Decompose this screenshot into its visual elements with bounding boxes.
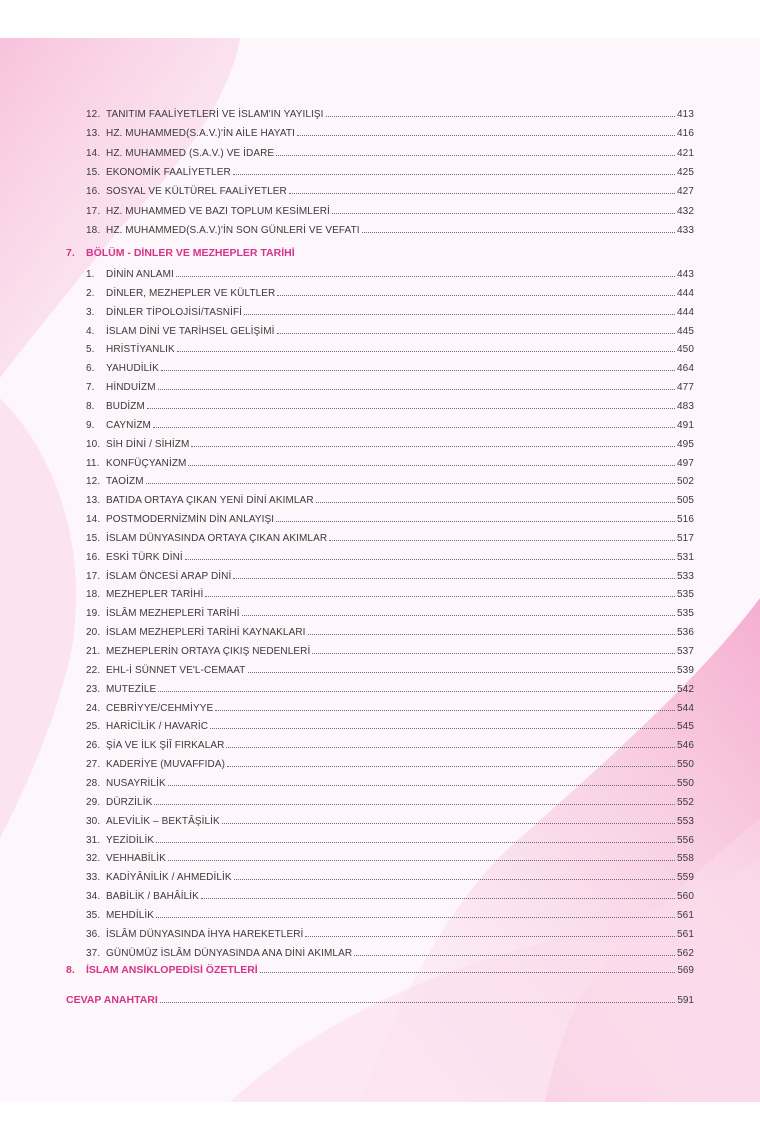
dot-leader <box>316 502 675 503</box>
entry-title: HRİSTİYANLIK <box>106 344 175 356</box>
entry-number: 8. <box>86 400 95 412</box>
section-number: 7. <box>66 247 75 259</box>
toc-entry[interactable] <box>86 714 694 732</box>
page-number: 477 <box>677 382 694 394</box>
toc-entry[interactable] <box>86 865 694 883</box>
page-number: 495 <box>677 438 694 450</box>
page-number: 537 <box>677 646 694 657</box>
dot-leader <box>260 972 676 973</box>
entry-title: HİNDUİZM <box>106 382 156 394</box>
toc-entry[interactable] <box>86 218 694 236</box>
dot-leader <box>210 728 675 729</box>
entry-title: DİNLER TİPOLOJİSİ/TASNİFİ <box>106 306 243 318</box>
entry-number: 32. <box>86 853 101 865</box>
page-number: 536 <box>677 627 694 639</box>
toc-entry[interactable] <box>86 179 694 197</box>
entry-title: İSLAM DÜNYASINDA ORTAYA ÇIKAN AKIMLAR <box>106 532 328 544</box>
toc-entry[interactable] <box>86 375 694 393</box>
entry-number: 6. <box>86 363 95 375</box>
dot-leader <box>234 879 675 880</box>
page-number: 497 <box>677 457 694 469</box>
dot-leader <box>156 917 675 918</box>
toc-entry[interactable] <box>86 696 694 714</box>
toc-entry[interactable] <box>86 141 694 159</box>
entry-number: 5. <box>86 344 95 356</box>
dot-leader <box>326 116 675 117</box>
dot-leader <box>147 408 675 409</box>
toc-entry[interactable] <box>86 526 694 544</box>
toc-entry[interactable] <box>86 922 694 940</box>
dot-leader <box>177 351 675 352</box>
toc-entry[interactable] <box>86 160 694 178</box>
dot-leader <box>233 578 675 579</box>
page-number: 542 <box>677 683 694 695</box>
dot-leader <box>176 276 675 277</box>
page-number: 421 <box>677 147 694 159</box>
entry-number: 17. <box>86 570 101 582</box>
entry-number: 1. <box>86 269 95 280</box>
entry-number: 30. <box>86 815 101 827</box>
dot-leader <box>277 333 675 334</box>
page-number: 561 <box>677 928 694 940</box>
dot-leader <box>201 898 675 899</box>
entry-number: 37. <box>86 947 101 959</box>
dot-leader <box>158 691 675 692</box>
dot-leader <box>154 804 675 805</box>
page-number: 491 <box>677 419 694 431</box>
page-number: 444 <box>677 287 694 299</box>
toc-entry[interactable] <box>86 658 694 676</box>
dot-leader <box>276 521 675 522</box>
dot-leader <box>277 295 675 296</box>
entry-title: EHL-İ SÜNNET VE'L-CEMAAT <box>106 664 246 676</box>
dot-leader <box>227 766 675 767</box>
page-number: 535 <box>677 608 694 620</box>
entry-number: 16. <box>86 551 101 563</box>
entry-title: MUTEZİLE <box>106 683 157 695</box>
page-number: 433 <box>677 224 694 236</box>
page-number: 427 <box>677 186 694 198</box>
toc-entry[interactable] <box>86 677 694 695</box>
toc-entry[interactable] <box>86 601 694 619</box>
entry-title: BABİLİK / BAHÂİLİK <box>106 891 199 903</box>
page-number: 569 <box>677 965 694 976</box>
entry-title: POSTMODERNİZMİN DİN ANLAYIŞI <box>106 514 275 526</box>
page-number: 531 <box>677 551 694 563</box>
entry-number: 7. <box>86 382 95 394</box>
dot-leader <box>289 193 675 194</box>
dot-leader <box>332 213 675 214</box>
entry-title: İSLAM ÖNCESİ ARAP DİNİ <box>106 570 232 582</box>
toc-entry[interactable] <box>86 884 694 902</box>
page-number: 550 <box>677 759 694 771</box>
dot-leader <box>205 596 675 597</box>
dot-leader <box>161 370 675 371</box>
entry-number: 23. <box>86 683 101 695</box>
dot-leader <box>226 747 675 748</box>
entry-title: GÜNÜMÜZ İSLÂM DÜNYASINDA ANA DİNİ AKIMLAR <box>106 947 353 959</box>
page-number: 559 <box>677 872 694 884</box>
dot-leader <box>244 314 675 315</box>
entry-title: İSLAM MEZHEPLERİ TARİHİ KAYNAKLARI <box>106 627 306 639</box>
entry-title: KONFÜÇYANİZM <box>106 457 187 469</box>
dot-leader <box>305 936 675 937</box>
toc-entry[interactable] <box>86 469 694 487</box>
toc-entry[interactable] <box>86 451 694 469</box>
entry-title: VEHHABİLİK <box>106 853 166 865</box>
entry-number: 16. <box>86 186 101 198</box>
page-number: 591 <box>677 995 694 1006</box>
toc-entry[interactable] <box>86 337 694 355</box>
entry-number: 33. <box>86 872 101 884</box>
entry-title: TANITIM FAALİYETLERİ VE İSLAM'IN YAYILIŞI <box>106 109 324 120</box>
entry-number: 21. <box>86 646 101 657</box>
entry-title: BATIDA ORTAYA ÇIKAN YENİ DİNİ AKIMLAR <box>106 495 314 507</box>
page-number: 502 <box>677 476 694 488</box>
entry-title: ŞİA VE İLK ŞİÎ FIRKALAR <box>106 740 225 752</box>
toc-entry[interactable] <box>86 752 694 770</box>
entry-number: 15. <box>86 532 101 544</box>
toc-entry[interactable] <box>86 771 694 789</box>
entry-number: 34. <box>86 891 101 903</box>
entry-number: 13. <box>86 128 101 140</box>
toc-page <box>0 38 760 1102</box>
entry-number: 27. <box>86 759 101 771</box>
entry-number: 13. <box>86 495 101 507</box>
entry-title: HZ. MUHAMMED(S.A.V.)'İN AİLE HAYATI <box>106 128 295 140</box>
page-number: 416 <box>677 128 694 140</box>
page-number: 562 <box>677 947 694 959</box>
page-number: 413 <box>677 109 694 120</box>
toc-entry[interactable] <box>86 733 694 751</box>
page-number: 432 <box>677 205 694 217</box>
entry-number: 17. <box>86 205 101 217</box>
page-number: 450 <box>677 344 694 356</box>
entry-title: YAHUDİLİK <box>106 363 159 375</box>
entry-title: TAOİZM <box>106 476 144 488</box>
toc-entry[interactable] <box>86 356 694 374</box>
entry-title: KADERİYE (MUVAFFIDA) <box>106 759 226 771</box>
dot-leader <box>215 710 675 711</box>
dot-leader <box>168 785 675 786</box>
entry-title: HZ. MUHAMMED VE BAZI TOPLUM KESİMLERİ <box>106 205 330 217</box>
entry-title: EKONOMİK FAALİYETLER <box>106 166 231 178</box>
entry-number: 35. <box>86 909 101 921</box>
entry-title: MEZHEPLER TARİHİ <box>106 589 204 601</box>
entry-number: 14. <box>86 514 101 526</box>
page-number: 544 <box>677 702 694 714</box>
toc-entry[interactable] <box>86 941 694 959</box>
entry-number: 9. <box>86 419 95 431</box>
dot-leader <box>153 427 675 428</box>
toc-entry[interactable] <box>86 903 694 921</box>
toc-entry[interactable] <box>86 394 694 412</box>
section-title: BÖLÜM - DİNLER VE MEZHEPLER TARİHİ <box>86 247 295 259</box>
entry-number: 20. <box>86 627 101 639</box>
entry-number: 10. <box>86 438 101 450</box>
entry-title: HZ. MUHAMMED (S.A.V.) VE İDARE <box>106 147 275 159</box>
dot-leader <box>191 446 675 447</box>
entry-number: 18. <box>86 224 101 236</box>
toc-entry[interactable] <box>86 432 694 450</box>
answer-key-heading[interactable] <box>66 988 694 1006</box>
toc-entry[interactable] <box>86 790 694 808</box>
entry-title: DÜRZİLİK <box>106 796 153 808</box>
toc-entry[interactable] <box>86 199 694 217</box>
page-number: 550 <box>677 777 694 789</box>
dot-leader <box>222 823 675 824</box>
page-number: 464 <box>677 363 694 375</box>
entry-number: 25. <box>86 721 101 733</box>
page-number: 445 <box>677 325 694 337</box>
page-number: 558 <box>677 853 694 865</box>
entry-title: HZ. MUHAMMED(S.A.V.)'İN SON GÜNLERİ VE VEFATI <box>106 224 360 236</box>
entry-number: 22. <box>86 664 101 676</box>
page-number: 546 <box>677 740 694 752</box>
section-number: 8. <box>66 964 75 976</box>
entry-title: MEHDİLİK <box>106 909 155 921</box>
toc-entry[interactable] <box>86 488 694 506</box>
toc-entry[interactable] <box>86 413 694 431</box>
dot-leader <box>233 174 675 175</box>
entry-title: CAYNİZM <box>106 419 151 431</box>
page-number: 545 <box>677 721 694 733</box>
dot-leader <box>308 634 675 635</box>
entry-title: ALEVİLİK – BEKTÂŞİLİK <box>106 815 220 827</box>
entry-title: YEZİDİLİK <box>106 834 155 846</box>
answer-key-title: CEVAP ANAHTARI <box>66 994 158 1006</box>
entry-title: CEBRİYYE/CEHMİYYE <box>106 702 214 714</box>
entry-number: 31. <box>86 834 101 846</box>
toc-entry[interactable] <box>86 262 694 280</box>
page-number: 533 <box>677 570 694 582</box>
page-number: 425 <box>677 166 694 178</box>
page-number: 517 <box>677 532 694 544</box>
toc-entry[interactable] <box>86 300 694 318</box>
entry-title: BUDİZM <box>106 400 145 412</box>
entry-number: 12. <box>86 109 101 120</box>
entry-title: İSLÂM DÜNYASINDA İHYA HAREKETLERİ <box>106 928 304 940</box>
entry-number: 29. <box>86 796 101 808</box>
page-number: 444 <box>677 306 694 318</box>
entry-number: 2. <box>86 287 95 299</box>
entry-title: HARİCİLİK / HAVARİC <box>106 721 209 733</box>
entry-number: 28. <box>86 777 101 789</box>
toc-entry[interactable] <box>86 281 694 299</box>
toc-entry[interactable] <box>86 809 694 827</box>
section-title: İSLAM ANSİKLOPEDİSİ ÖZETLERİ <box>86 964 258 976</box>
entry-number: 24. <box>86 702 101 714</box>
table-of-contents <box>0 38 760 1102</box>
entry-title: DİNİN ANLAMI <box>106 269 174 280</box>
entry-number: 4. <box>86 325 95 337</box>
toc-entry[interactable] <box>86 564 694 582</box>
dot-leader <box>362 232 675 233</box>
dot-leader <box>158 389 675 390</box>
toc-entry[interactable] <box>86 846 694 864</box>
page-number: 483 <box>677 400 694 412</box>
entry-number: 36. <box>86 928 101 940</box>
entry-title: İSLÂM MEZHEPLERİ TARİHİ <box>106 608 240 620</box>
dot-leader <box>156 842 675 843</box>
entry-number: 14. <box>86 147 101 159</box>
page-number: 556 <box>677 834 694 846</box>
entry-title: İSLAM DİNİ VE TARİHSEL GELİŞİMİ <box>106 325 275 337</box>
section-8-heading[interactable] <box>66 958 694 976</box>
page-number: 539 <box>677 664 694 676</box>
entry-number: 3. <box>86 306 95 318</box>
page-number: 443 <box>677 269 694 280</box>
entry-number: 12. <box>86 476 101 488</box>
dot-leader <box>160 1002 676 1003</box>
entry-title: NUSAYRİLİK <box>106 777 166 789</box>
dot-leader <box>329 540 675 541</box>
toc-entry[interactable] <box>86 102 694 120</box>
dot-leader <box>188 465 675 466</box>
page-number: 561 <box>677 909 694 921</box>
dot-leader <box>185 559 675 560</box>
entry-number: 19. <box>86 608 101 620</box>
entry-title: SOSYAL VE KÜLTÜREL FAALİYETLER <box>106 186 287 198</box>
dot-leader <box>248 672 675 673</box>
entry-title: MEZHEPLERİN ORTAYA ÇIKIŞ NEDENLERİ <box>106 646 311 657</box>
toc-entry[interactable] <box>86 545 694 563</box>
dot-leader <box>242 615 675 616</box>
entry-number: 18. <box>86 589 101 601</box>
entry-number: 26. <box>86 740 101 752</box>
dot-leader <box>276 155 675 156</box>
dot-leader <box>297 135 675 136</box>
page-number: 535 <box>677 589 694 601</box>
page-number: 552 <box>677 796 694 808</box>
dot-leader <box>168 860 675 861</box>
toc-entry[interactable] <box>86 507 694 525</box>
toc-entry[interactable] <box>86 620 694 638</box>
toc-entry[interactable] <box>86 121 694 139</box>
page-number: 560 <box>677 891 694 903</box>
entry-title: KADİYÂNİLİK / AHMEDİLİK <box>106 872 232 884</box>
dot-leader <box>354 955 675 956</box>
page-number: 505 <box>677 495 694 507</box>
toc-entry[interactable] <box>86 582 694 600</box>
dot-leader <box>146 483 675 484</box>
entry-title: SİH DİNİ / SİHİZM <box>106 438 190 450</box>
entry-title: ESKİ TÜRK DİNİ <box>106 551 183 563</box>
toc-entry[interactable] <box>86 319 694 337</box>
entry-number: 15. <box>86 166 101 178</box>
toc-entry[interactable] <box>86 639 694 657</box>
page-number: 516 <box>677 514 694 526</box>
section-7-heading[interactable] <box>66 241 694 259</box>
entry-title: DİNLER, MEZHEPLER VE KÜLTLER <box>106 287 276 299</box>
entry-number: 11. <box>86 457 100 469</box>
toc-entry[interactable] <box>86 828 694 846</box>
page-number: 553 <box>677 815 694 827</box>
dot-leader <box>312 653 675 654</box>
